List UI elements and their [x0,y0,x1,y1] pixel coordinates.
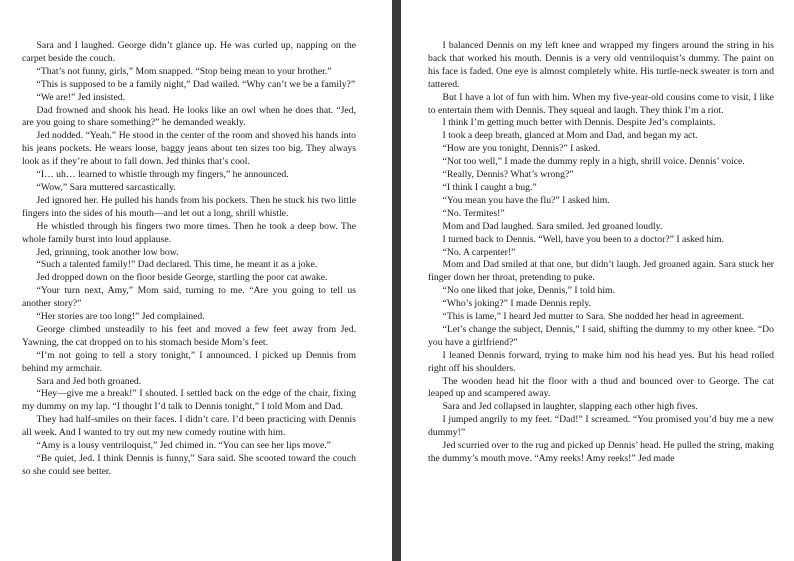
paragraph: I took a deep breath, glanced at Mom and Dad, and began my act. [442,130,698,142]
paragraph: Sara and Jed collapsed in laughter, slapping each other high fives. [442,401,698,413]
paragraph: Sara and Jed both groaned. [36,375,142,387]
paragraph: “Wow,” Sara muttered sarcastically. [36,181,176,193]
left-page [22,40,356,479]
paragraph: “Such a talented family!” Dad declared. This time, he meant it as a joke. [36,259,318,271]
paragraph: “I… uh… learned to whistle through my fingers,” he announced. [36,169,289,181]
paragraph: He whistled through his fingers two more times. Then he took a deep bow. The whole family burst into loud applause. [22,220,356,245]
paragraph: “Not too well,” I made the dummy reply in a high, shrill voice. Dennis’ voice. [442,156,745,168]
right-page [428,40,774,466]
paragraph: “I think I caught a bug.” [442,181,537,193]
paragraph: Mom and Dad laughed. Sara smiled. Jed groaned loudly. [442,220,663,232]
paragraph: “Your turn next, Amy,” Mom said, turning to me. “Are you going to tell us another story?” [22,285,356,310]
paragraph: Jed, grinning, took another low bow. [36,246,179,258]
paragraph: Jed ignored her. He pulled his hands from his pockets. Then he stuck his two little fingers into the sides of his mouth—and let out a long, shrill whistle. [22,194,356,219]
paragraph: Jed dropped down on the floor beside George, startling the poor cat awake. [36,272,328,284]
paragraph: I balanced Dennis on my left knee and wrapped my fingers around the string in his back that worked his mouth. Dennis is a very old ventriloquist’s dummy. The paint on his face is faded. One eye is almost completely white. His turtle-neck sweater is torn and tattered. [428,40,774,90]
paragraph: “This is lame,” I heard Jed mutter to Sara. She nodded her head in agreement. [442,311,745,323]
paragraph: “No. Termites!” [442,207,505,219]
paragraph: Jed scurried over to the rug and picked up Dennis’ head. He pulled the string, making the dummy’s mouth move. “Amy reeks! Amy reeks!” Jed made [428,440,774,464]
paragraph: “We are!” Jed insisted. [36,91,126,103]
paragraph: “No one liked that joke, Dennis,” I told him. [442,285,616,297]
paragraph: “Hey—give me a break!” I shouted. I settled back on the edge of the chair, fixing my dummy on my lap. “I thought I’d talk to Dennis tonight,” I told Mom and Dad. [22,388,356,413]
paragraph: “Be quiet, Jed. I think Dennis is funny,” Sara said. She scooted toward the couch so she could see better. [22,453,356,477]
paragraph: They had half-smiles on their faces. I didn’t care. I’d been practicing with Dennis all week. And I wanted to try out my new comedy routine with him. [22,414,356,439]
paragraph: Mom and Dad smiled at that one, but didn’t laugh. Jed groaned again. Sara stuck her finger down her throat, pretending to puke. [428,259,774,284]
paragraph: “How are you tonight, Dennis?” I asked. [442,143,601,155]
page-gutter [392,0,401,561]
paragraph: “That’s not funny, girls,” Mom snapped. “Stop being mean to your brother.” [36,65,332,77]
paragraph: I jumped angrily to my feet. “Dad!” I screamed. “You promised you’d buy me a new dummy!” [428,414,774,439]
paragraph: “Amy is a lousy ventriloquist,” Jed chimed in. “You can see her lips move.” [36,440,331,452]
paragraph: “This is supposed to be a family night,” Dad wailed. “Why can’t we be a family?” [36,78,356,90]
paragraph: Dad frowned and shook his head. He looks like an owl when he does that. “Jed, are you going to share something?” he demanded weakly. [22,104,356,129]
paragraph: “You mean you have the flu?” I asked him. [442,194,610,206]
paragraph: “Her stories are too long!” Jed complained. [36,311,205,323]
paragraph: But I have a lot of fun with him. When my five-year-old cousins come to visit, I like to entertain them with Dennis. They squeal and laugh. They think I’m a riot. [428,91,774,116]
paragraph: George climbed unsteadily to his feet and moved a few feet away from Jed. Yawning, the cat dropped on to his stomach beside Mom’s feet. [22,323,356,348]
paragraph: The wooden head hit the floor with a thud and bounced over to George. The cat leaped up and scampered away. [428,375,774,400]
paragraph: I leaned Dennis forward, trying to make him nod his head yes. But his head rolled right off his shoulders. [428,349,774,374]
paragraph: “Let’s change the subject, Dennis,” I said, shifting the dummy to my other knee. “Do you have a girlfriend?” [428,323,774,348]
paragraph: “No. A carpenter!” [442,246,516,258]
paragraph: Sara and I laughed. George didn’t glance up. He was curled up, napping on the carpet beside the couch. [22,40,356,64]
paragraph: I think I’m getting much better with Dennis. Despite Jed’s complaints. [442,117,716,129]
paragraph: “Who’s joking?” I made Dennis reply. [442,298,591,310]
paragraph: “Really, Dennis? What’s wrong?” [442,169,574,181]
paragraph: Jed nodded. “Yeah.” He stood in the center of the room and shoved his hands into his jeans pockets. He wears loose, baggy jeans about ten sizes too big. They always look as if they’re about to fall down. Jed thinks that’s cool. [22,130,356,168]
paragraph: “I’m not going to tell a story tonight,” I announced. I picked up Dennis from behind my armchair. [22,349,356,374]
paragraph: I turned back to Dennis. “Well, have you been to a doctor?” I asked him. [442,233,724,245]
